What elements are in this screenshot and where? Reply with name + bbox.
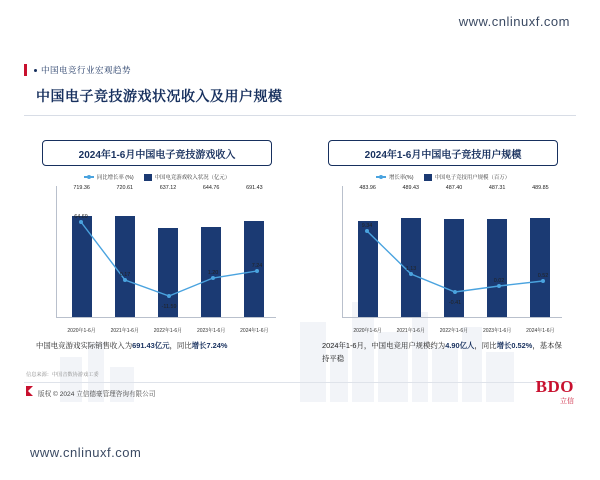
bar-value-label: 691.43 xyxy=(246,185,263,191)
x-tick-label: 2023年1-6月 xyxy=(196,328,226,334)
legend-item-revenue xyxy=(144,173,230,181)
bar-value-label: 483.96 xyxy=(359,185,376,191)
x-tick-label: 2024年1-6月 xyxy=(240,328,269,334)
chart-plot-users xyxy=(322,186,566,336)
chart-legend-users xyxy=(314,173,572,181)
point-value-label: 0.02 xyxy=(493,278,505,284)
summary-growth: 增长7.24% xyxy=(191,341,228,350)
x-axis-labels-revenue xyxy=(60,327,276,334)
x-tick-label: 2020年1-6月 xyxy=(67,328,96,334)
bar-value-label: 489.43 xyxy=(402,185,420,191)
x-tick-label: 2024年1-6月 xyxy=(526,328,555,334)
title-divider xyxy=(24,115,576,116)
bar-swatch-icon xyxy=(144,174,152,181)
bar-value-label: 637.12 xyxy=(159,185,177,191)
brand-logo xyxy=(536,378,574,406)
point-value-label: 64.69 xyxy=(74,214,88,220)
legend-item-users xyxy=(424,173,510,181)
bar-value-label: 487.31 xyxy=(488,185,506,191)
legend-label-revenue: 中国电竞游戏收入状况（亿元） xyxy=(154,175,231,181)
line-swatch-icon xyxy=(376,176,386,178)
point-value-label: -11.59 xyxy=(161,304,177,310)
summary-mid: ，同比 xyxy=(169,341,192,350)
point-value-label: 0.17 xyxy=(119,272,131,278)
source-note: 信息来源：中国音数协游戏工委 xyxy=(26,372,99,378)
watermark-bottom: www.cnlinuxf.com xyxy=(18,439,153,466)
legend-label-growth: 增长率(%) xyxy=(388,175,414,181)
chart-panel-revenue xyxy=(28,140,286,385)
point-value-label: 1.20 xyxy=(207,270,219,276)
point-value-label: 1.13 xyxy=(405,266,417,272)
summary-mid: ，同比 xyxy=(474,341,497,350)
x-tick-label: 2022年1-6月 xyxy=(153,328,183,334)
copyright-accent-icon xyxy=(26,386,33,396)
bar-value-label: 487.40 xyxy=(445,185,463,191)
breadcrumb-label: 中国电竞行业宏观趋势 xyxy=(41,65,132,75)
bar-value-label: 489.85 xyxy=(532,185,549,191)
footer-divider xyxy=(24,382,576,383)
point-value-label: 0.52 xyxy=(537,273,549,279)
summary-value: 691.43亿元 xyxy=(132,341,170,350)
brand-name: BDO xyxy=(535,377,574,396)
line-series-users xyxy=(322,186,566,336)
breadcrumb xyxy=(24,64,131,76)
summary-value: 4.90亿人 xyxy=(445,341,475,350)
legend-label-growth: 同比增长率 (%) xyxy=(96,175,134,181)
chart-legend-revenue xyxy=(28,173,286,181)
bullet-dot-icon xyxy=(34,69,37,72)
bar-value-label: 720.61 xyxy=(116,185,134,191)
chart-summary-revenue xyxy=(36,340,280,353)
x-axis-labels-users xyxy=(346,327,562,334)
chart-title-revenue: 2024年1-6月中国电子竞技游戏收入 xyxy=(42,140,272,166)
chart-panel-users xyxy=(314,140,572,385)
point-value-label: -0.41 xyxy=(448,300,462,306)
legend-item-growth xyxy=(84,173,134,181)
x-tick-label: 2020年1-6月 xyxy=(353,328,382,334)
summary-suffix: ，基本保持平稳 xyxy=(322,341,562,363)
x-tick-label: 2023年1-6月 xyxy=(482,328,512,334)
watermark-top: www.cnlinuxf.com xyxy=(447,8,582,35)
chart-plot-revenue xyxy=(36,186,280,336)
bar-swatch-icon xyxy=(424,174,432,181)
line-swatch-icon xyxy=(84,176,94,178)
line-series-revenue xyxy=(36,186,280,336)
page-title: 中国电子竞技游戏状况收入及用户规模 xyxy=(36,88,283,104)
summary-prefix: 中国电竞游戏实际销售收入为 xyxy=(36,341,133,350)
summary-growth: 增长0.52% xyxy=(496,341,533,350)
legend-label-users: 中国电子竞技用户规模（百万） xyxy=(434,175,511,181)
legend-item-growth xyxy=(376,173,414,181)
x-tick-label: 2021年1-6月 xyxy=(110,328,139,334)
x-tick-label: 2022年1-6月 xyxy=(439,328,469,334)
bar-value-label: 644.76 xyxy=(202,185,220,191)
chart-title-users: 2024年1-6月中国电子竞技用户规模 xyxy=(328,140,558,166)
x-tick-label: 2021年1-6月 xyxy=(396,328,425,334)
copyright-text: 版权 © 2024 立信德豪管理咨询有限公司 xyxy=(38,391,156,398)
brand-name-cn: 立信 xyxy=(560,398,574,405)
chart-summary-users xyxy=(322,340,566,365)
summary-prefix: 2024年1-6月，中国电竞用户规模约为 xyxy=(322,341,446,350)
point-value-label: 9.34 xyxy=(361,223,373,229)
bar-value-label: 719.36 xyxy=(73,185,90,191)
accent-bar-icon xyxy=(24,64,27,76)
point-value-label: 7.24 xyxy=(251,263,263,269)
